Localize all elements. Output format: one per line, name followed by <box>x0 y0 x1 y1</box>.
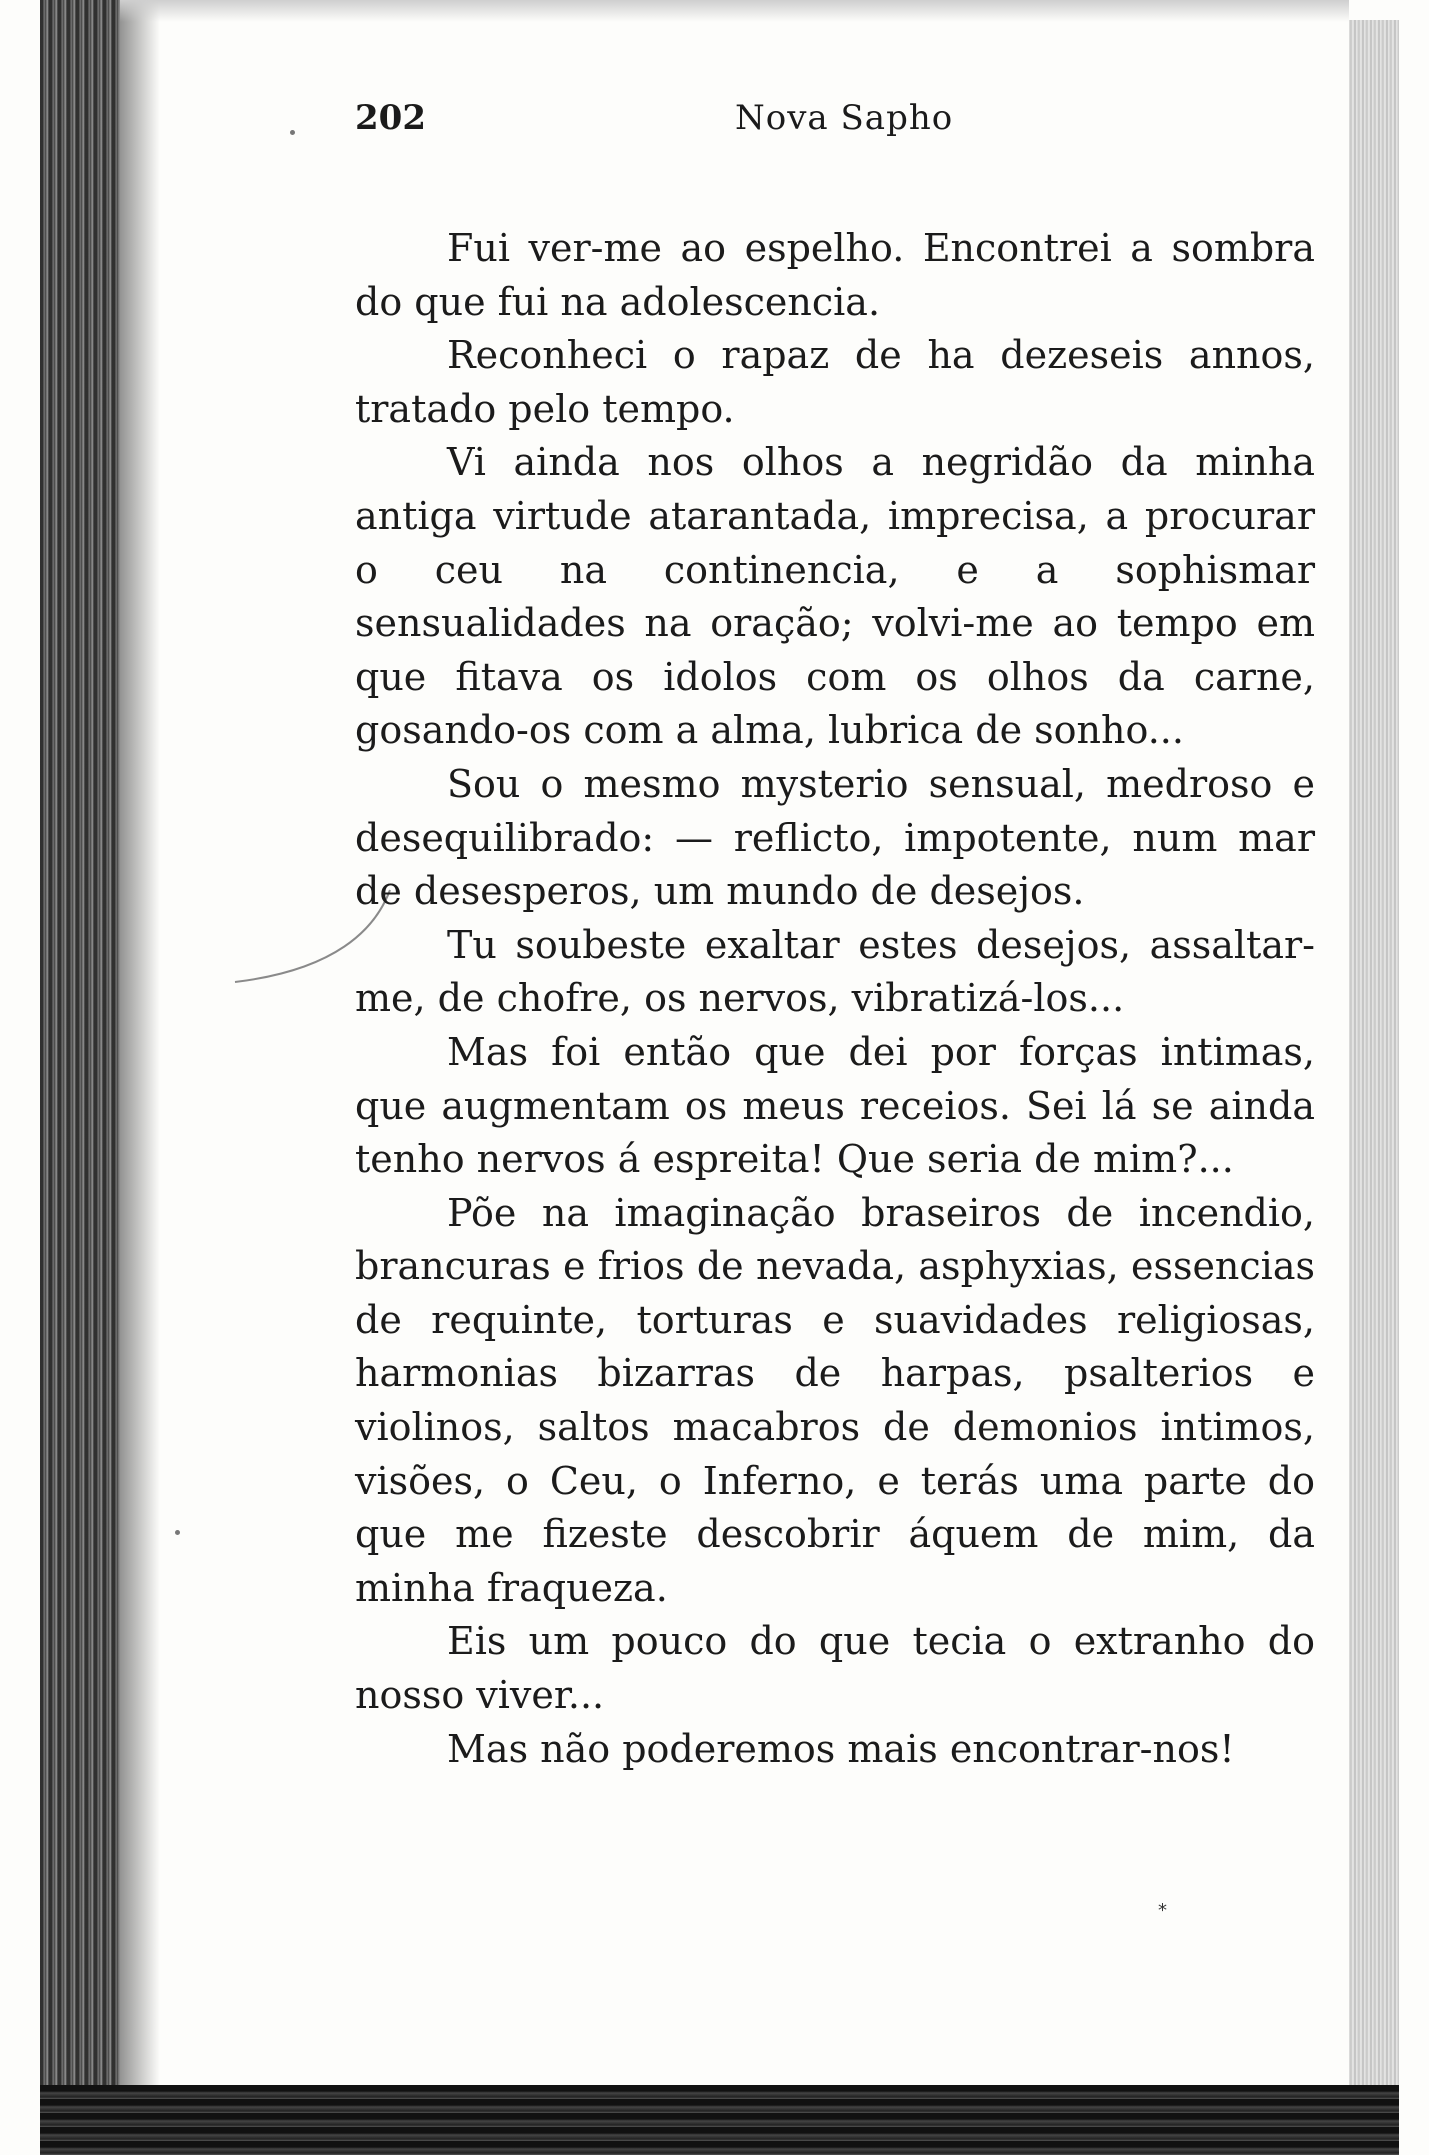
paragraph: Mas não poderemos mais encontrar-nos! <box>447 1726 1235 1771</box>
paragraph: Eis um pouco do que tecia o extranho do nosso viver... <box>355 1619 1315 1718</box>
paragraph: Fui ver-me ao espelho. Encontrei a sombra do que fui na adolescencia. <box>355 226 1315 324</box>
top-shadow <box>120 0 1349 22</box>
book-binding-edge <box>40 0 120 2155</box>
ornament-star: * <box>1158 1900 1167 1921</box>
paragraph: Vi ainda nos olhos a negridão da minha antiga virtude atarantada, imprecisa, a procurar o ceu na continencia, e a sophismar sensualidades na oração; volvi-me ao tempo em que fitava os idolos com os olhos da carne, gosando-os com a alma, lubrica de sonho... <box>355 440 1315 753</box>
page-number: 202 <box>355 98 426 138</box>
paragraph: Sou o mesmo mysterio sensual, medroso e desequilibrado: — reflicto, impotente, num mar de desesperos, um mundo de desejos. <box>355 761 1315 914</box>
gutter-shadow <box>120 0 160 2155</box>
paragraph: Tu soubeste exaltar estes desejos, assaltar-me, de chofre, os nervos, vibratizá-los... <box>355 922 1315 1021</box>
body-text <box>355 222 1315 1776</box>
page-header <box>355 98 1315 148</box>
paragraph: Reconheci o rapaz de ha dezeseis annos, tratado pelo tempo. <box>355 333 1315 431</box>
paragraph: Põe na imaginação braseiros de incendio, brancuras e frios de nevada, asphyxias, essencias de requinte, torturas e suavidades religiosas, harmonias bizarras de harpas, psalterios e violinos, saltos macabros de demonios intimos, visões, o Ceu, o Inferno, e terás uma parte do que me fizeste descobrir áquem de mim, da minha fraqueza. <box>355 1190 1315 1610</box>
paragraph: Mas foi então que dei por forças intimas, que augmentam os meus receios. Sei lá se ainda tenho nervos á espreita! Que seria de mim?... <box>355 1029 1315 1182</box>
page-stack-edge <box>1349 20 1399 2130</box>
bottom-scan-edge <box>40 2085 1399 2155</box>
margin-speck <box>290 130 295 135</box>
running-title: Nova Sapho <box>735 98 954 138</box>
margin-speck <box>175 1530 180 1535</box>
